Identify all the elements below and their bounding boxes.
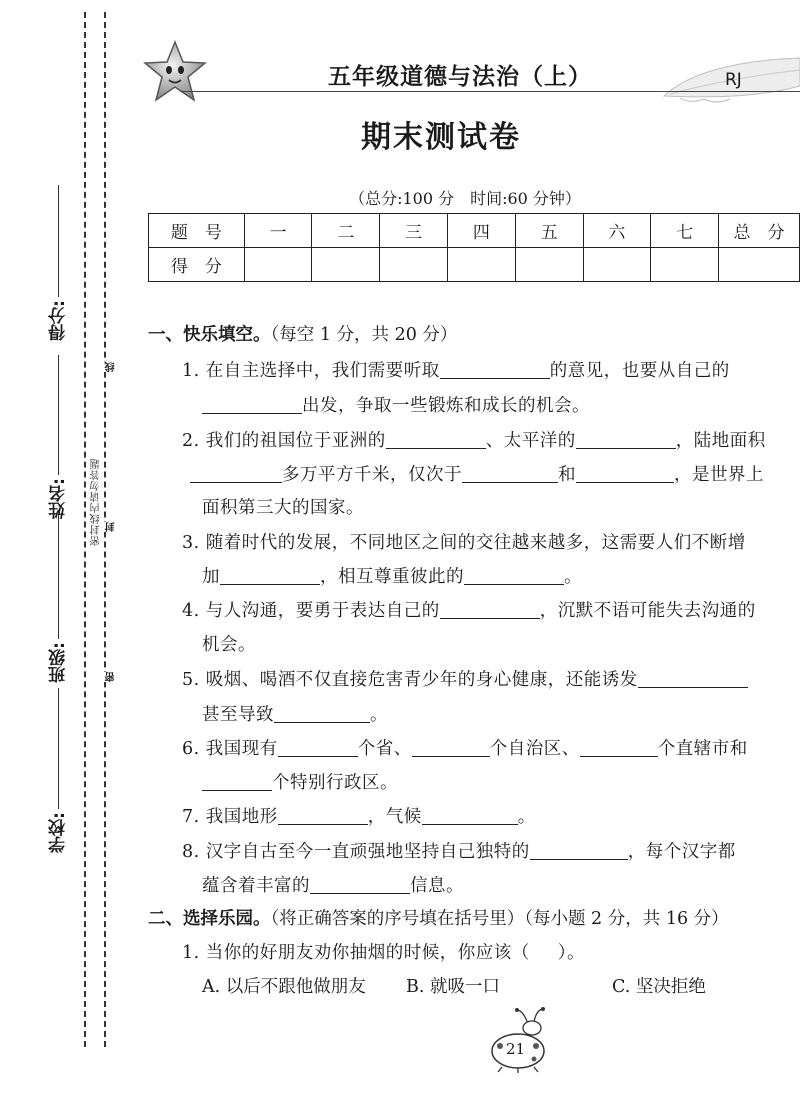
answer-blank[interactable]	[464, 568, 564, 585]
name-field-label: 姓名:	[49, 478, 69, 519]
subject-title: 五年级道德与法治（上）	[328, 64, 592, 90]
answer-blank[interactable]	[440, 362, 550, 379]
question-text: 3. 随着时代的发展，不同地区之间的交往越来越多，这需要人们不断增	[182, 533, 746, 553]
question-line	[202, 701, 388, 726]
exam-info: （总分:100 分 时间:60 分钟）	[349, 189, 581, 208]
question-line	[182, 939, 585, 964]
score-input-cell[interactable]	[380, 248, 448, 282]
score-table-cell: 三	[380, 214, 448, 248]
question-line	[202, 563, 582, 588]
question-text: 1. 当你的好朋友劝你抽烟的时候，你应该（	[182, 943, 530, 963]
question-line	[202, 392, 590, 417]
edition-label: RJ	[725, 70, 742, 90]
question-text: 2. 我们的祖国位于亚洲的	[182, 431, 386, 451]
question-text: 个省、	[357, 739, 412, 759]
question-text: ，气候	[367, 807, 422, 827]
question-text: ，沉默不语可能失去沟通的	[539, 601, 756, 621]
answer-blank[interactable]	[202, 397, 302, 414]
score-input-cell[interactable]	[448, 248, 516, 282]
question-text: 1. 在自主选择中，我们需要听取	[182, 361, 440, 381]
school-field-line[interactable]	[58, 688, 59, 809]
question-text: 的意见，也要从自己的	[549, 361, 730, 381]
option-c: C. 坚决拒绝	[612, 977, 706, 997]
seal-word-close: 密	[106, 672, 117, 682]
score-table-cell: 得 分	[149, 248, 245, 282]
score-field-label: 得分:	[49, 300, 69, 341]
question-line	[202, 769, 398, 794]
page-number: 21	[506, 1040, 526, 1058]
score-input-cell[interactable]	[244, 248, 312, 282]
question-text: 个自治区、	[489, 739, 580, 759]
question-text: 。	[564, 567, 582, 587]
score-table-cell: 四	[448, 214, 516, 248]
school-field-label: 学校:	[49, 812, 69, 853]
question-text: 出发，争取一些锻炼和成长的机会。	[302, 396, 590, 416]
score-table-cell: 题 号	[149, 214, 245, 248]
answer-blank[interactable]	[190, 466, 282, 483]
answer-blank[interactable]	[422, 808, 518, 825]
question-line	[202, 631, 256, 656]
question-text: 4. 与人沟通，要勇于表达自己的	[182, 601, 440, 621]
question-text: 信息。	[410, 876, 464, 896]
option-a: A. 以后不跟他做朋友	[202, 977, 366, 997]
score-table	[148, 213, 800, 282]
section-note: （将正确答案的序号填在括号里）（每小题 2 分，共 16 分）	[270, 909, 729, 929]
binding-dashed-line-outer	[84, 12, 86, 1047]
question-text: 、太平洋的	[485, 431, 576, 451]
question-text: 甚至导致	[202, 705, 274, 725]
score-table-cell: 七	[651, 214, 719, 248]
exam-title: 期末测试卷	[361, 120, 521, 155]
question-line	[182, 735, 748, 760]
answer-blank[interactable]	[440, 602, 540, 619]
question-line	[182, 666, 748, 691]
answer-blank[interactable]	[202, 774, 272, 791]
score-input-cell[interactable]	[312, 248, 380, 282]
question-line	[182, 427, 766, 452]
class-field-line[interactable]	[58, 515, 59, 639]
score-table-cell: 总 分	[719, 214, 800, 248]
section-note: （每空 1 分，共 20 分）	[270, 325, 458, 345]
score-input-cell[interactable]	[515, 248, 583, 282]
score-table-cell: 六	[583, 214, 651, 248]
question-text: 8. 汉字自古至今一直顽强地坚持自己独特的	[182, 842, 530, 862]
answer-blank[interactable]	[386, 432, 486, 449]
section-2-heading	[148, 905, 729, 930]
option-b: B. 就吸一口	[406, 977, 500, 997]
question-line	[190, 461, 764, 486]
answer-blank[interactable]	[638, 671, 748, 688]
score-table-cell: 一	[244, 214, 312, 248]
question-text: 。	[370, 705, 388, 725]
name-field-line[interactable]	[58, 355, 59, 475]
question-text: 。	[517, 807, 536, 827]
question-text: 机会。	[202, 635, 256, 655]
question-line	[202, 494, 364, 519]
seal-word-line: 线	[106, 362, 117, 372]
score-input-cell[interactable]	[719, 248, 800, 282]
section-title: 二、选择乐园。	[148, 909, 271, 929]
answer-blank[interactable]	[412, 740, 490, 757]
answer-blank[interactable]	[278, 740, 358, 757]
seal-word-seal: 封	[106, 522, 117, 532]
answer-blank[interactable]	[278, 808, 368, 825]
score-input-cell[interactable]	[583, 248, 651, 282]
class-field-label: 班级:	[49, 642, 69, 683]
score-table-cell: 五	[515, 214, 583, 248]
section-title: 一、快乐填空。	[148, 325, 271, 345]
question-line	[182, 529, 746, 554]
score-input-cell[interactable]	[651, 248, 719, 282]
question-text: 面积第三大的国家。	[202, 498, 364, 518]
question-text: 6. 我国现有	[182, 739, 278, 759]
question-text: ）。	[557, 943, 586, 963]
question-text: ，相互尊重彼此的	[320, 567, 464, 587]
question-line	[182, 357, 730, 382]
question-text: ，是世界上	[674, 465, 764, 485]
answer-blank[interactable]	[580, 740, 658, 757]
question-text: 个直辖市和	[657, 739, 748, 759]
question-text: 7. 我国地形	[182, 807, 278, 827]
answer-blank[interactable]	[530, 843, 628, 860]
answer-blank[interactable]	[462, 466, 558, 483]
answer-blank[interactable]	[220, 568, 320, 585]
question-text: 5. 吸烟、喝酒不仅直接危害青少年的身心健康，还能诱发	[182, 670, 638, 690]
answer-blank[interactable]	[576, 466, 674, 483]
score-table-score-row	[149, 248, 800, 282]
question-text: 多万平方千米，仅次于	[282, 465, 462, 485]
star-mascot-icon	[142, 40, 208, 104]
seal-line-note: 密封线内请勿答题	[91, 458, 102, 546]
answer-blank[interactable]	[310, 877, 410, 894]
score-table-header-row	[149, 214, 800, 248]
question-text: ，陆地面积	[675, 431, 766, 451]
question-line	[182, 803, 536, 828]
header-divider	[180, 91, 800, 92]
question-line	[182, 597, 756, 622]
question-line	[182, 838, 736, 863]
answer-blank[interactable]	[576, 432, 676, 449]
score-table-cell: 二	[312, 214, 380, 248]
question-text: ，每个汉字都	[627, 842, 736, 862]
question-text: 和	[558, 465, 576, 485]
question-text: 蕴含着丰富的	[202, 876, 310, 896]
question-line	[202, 872, 464, 897]
section-1-heading	[148, 321, 457, 346]
question-text: 个特别行政区。	[272, 773, 398, 793]
answer-blank[interactable]	[274, 706, 370, 723]
question-text: 加	[202, 567, 220, 587]
